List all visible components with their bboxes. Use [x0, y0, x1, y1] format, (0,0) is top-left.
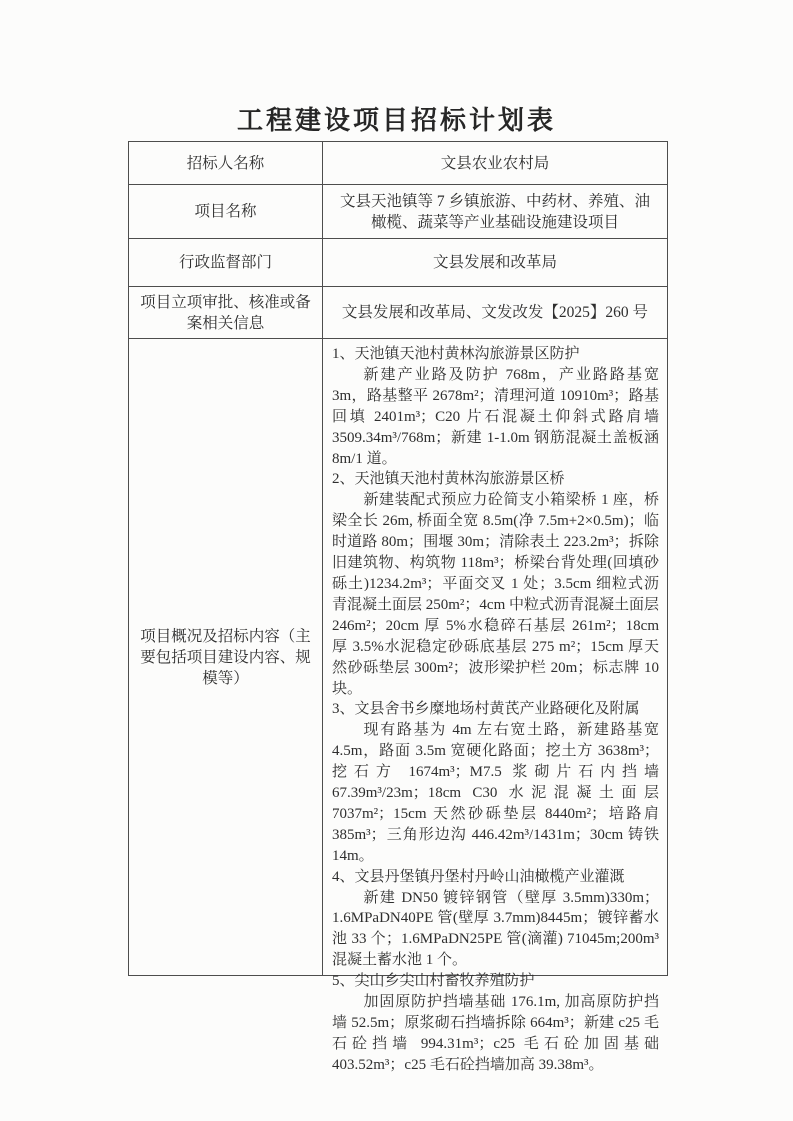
table-row-bidder-name	[129, 142, 667, 184]
section-1-heading: 1、天池镇天池村黄林沟旅游景区防护	[332, 346, 580, 362]
section-3-heading: 3、文县舍书乡糜地场村黄芪产业路硬化及附属	[332, 701, 640, 718]
section-4-heading: 4、文县丹堡镇丹堡村丹岭山油橄榄产业灌溉	[332, 868, 625, 885]
table-row-project-name	[129, 184, 667, 238]
page-title: 工程建设项目招标计划表	[236, 106, 556, 135]
table-row-supervision-dept	[129, 238, 667, 286]
table-row-approval-info	[129, 286, 667, 338]
section-5-heading: 5、尖山乡尖山村畜牧养殖防护	[332, 973, 535, 990]
field-label-approval-info: 项目立项审批、核准或备案相关信息	[129, 287, 323, 338]
field-value-bidder-name: 文县农业农村局	[440, 154, 550, 172]
bidding-plan-table	[128, 141, 668, 1073]
field-label-project-name: 项目名称	[129, 185, 323, 238]
section-1-body: 新建产业路及防护 768m，产业路路基宽 3m，路基整平 2678m²；清理河道 10910m³；路基回填 2401m³；C20 片石混凝土仰斜式路肩墙 3509.34m³/768m；新建 1-1.0m 钢筋混凝土盖板涵 8m/1 道。	[332, 366, 659, 467]
field-value-project-name: 文县天池镇等 7 乡镇旅游、中药材、养殖、油橄榄、蔬菜等产业基础设施建设项目	[339, 192, 650, 231]
section-3-body: 现有路基为 4m 左右宽土路，新建路基宽 4.5m，路面 3.5m 宽硬化路面；挖土方 3638m³；挖石方 1674m³；M7.5 浆砌片石内挡墙 67.39m³/23m；18cm C30 水泥混凝土面层 7037m²；15cm 天然砂砾垫层 8440m²；培路肩 385m³；三角形边沟 446.42m³/1431m；30cm 铸铁 14m。	[332, 722, 659, 864]
section-4-body: 新建 DN50 镀锌钢管（壁厚 3.5mm)330m；1.6MPaDN40PE 管(壁厚 3.7mm)8445m；镀锌蓄水池 33 个；1.6MPaDN25PE 管(滴灌) 71045m;200m³ 混凝土蓄水池 1 个。	[332, 889, 659, 969]
field-value-approval-info: 文县发展和改革局、文发改发【2025】260 号	[341, 304, 649, 321]
section-5-body: 加固原防护挡墙基础 176.1m, 加高原防护挡墙 52.5m；原浆砌石挡墙拆除 664m³；新建 c25 毛石砼挡墙 994.31m³；c25 毛石砼加固基础 403.52m³；c25 毛石砼挡墙加高 39.38m³。	[332, 994, 659, 1073]
project-overview-content	[323, 339, 667, 1073]
field-value-supervision-dept: 文县发展和改革局	[432, 254, 557, 271]
field-label-project-overview: 项目概况及招标内容（主要包括项目建设内容、规模等）	[129, 339, 323, 975]
field-label-supervision-dept: 行政监督部门	[129, 239, 323, 286]
section-2-heading: 2、天池镇天池村黄林沟旅游景区桥	[332, 471, 565, 488]
table-row-project-overview	[129, 338, 667, 1073]
section-2-body: 新建装配式预应力砼简支小箱梁桥 1 座，桥梁全长 26m, 桥面全宽 8.5m(净 7.5m+2×0.5m)；临时道路 80m；围堰 30m；清除表土 223.2m³；拆除旧建筑物、构筑物 118m³；桥梁台背处理(回填砂砾土)1234.2m³；平面交叉 1 处；3.5cm 细粒式沥青混凝土面层 250m²；4cm 中粒式沥青混凝土面层 246m²；20cm 厚 5%水稳碎石基层 261m²；18cm 厚 3.5%水泥稳定砂砾底基层 275 m²；15cm 厚天然砂砾垫层 300m²；波形梁护栏 20m；标志牌 10 块。	[332, 492, 659, 697]
field-label-bidder-name: 招标人名称	[129, 142, 323, 184]
